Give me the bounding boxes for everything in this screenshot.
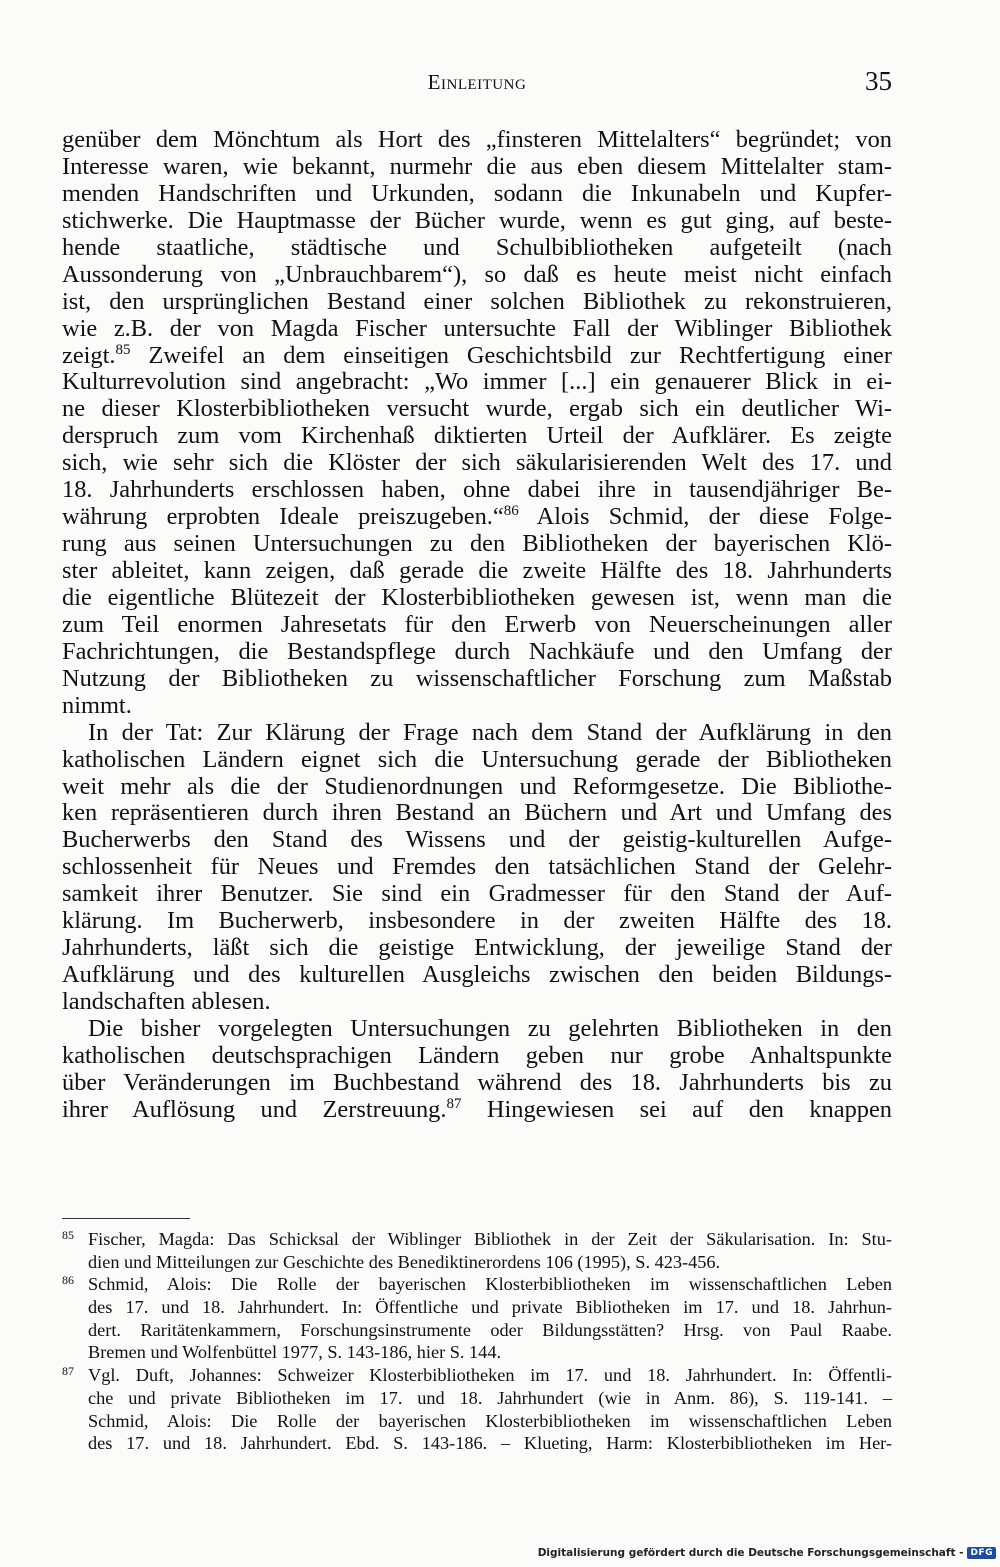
text-line: zeigt.$^{85}$ Zweifel an dem einseitigen Geschichtsbild zur Rechtfertigung einer (62, 341, 892, 369)
text-line: Jahrhunderts, läßt sich die geistige Entwicklung, der jeweilige Stand der (62, 934, 892, 962)
page-number: 35 (865, 66, 892, 96)
footnote-line: Bremen und Wolfenbüttel 1977, S. 143-186, hier S. 144. (88, 1342, 502, 1363)
footnote-line: dien und Mitteilungen zur Geschichte des Benediktinerordens 106 (1995), S. 423-456. (88, 1251, 721, 1272)
text-line: Aussonderung von „Unbrauchbarem“), so daß es heute meist nicht einfach (62, 260, 892, 288)
page-header (62, 66, 892, 106)
footnote-85 (62, 1228, 892, 1273)
text-line: schlossenheit für Neues und Fremdes den tatsächlichen Stand der Gelehr- (62, 853, 892, 881)
text-line: derspruch zum vom Kirchenhaß diktierten Urteil der Aufklärer. Es zeigte (62, 422, 892, 450)
text-line: hende staatliche, städtische und Schulbibliotheken aufgeteilt (nach (62, 233, 892, 261)
text-line: ster ableitet, kann zeigen, daß gerade die zweite Hälfte des 18. Jahrhunderts (62, 557, 892, 584)
text-line: klärung. Im Bucherwerb, insbesondere in der zweiten Hälfte des 18. (62, 907, 892, 935)
text-line: katholischen Ländern eignet sich die Untersuchung gerade der Bibliotheken (62, 745, 892, 773)
text-line: Bucherwerbs den Stand des Wissens und der geistig-kulturellen Aufge- (62, 826, 892, 854)
text-line: wie z.B. der von Magda Fischer untersuchte Fall der Wiblinger Bibliothek (62, 314, 892, 342)
text-line: Kulturrevolution sind angebracht: „Wo immer [...] ein genauerer Blick in ei- (62, 368, 892, 396)
funding-text: Digitalisierung gefördert durch die Deutsche Forschungsgemeinschaft - (537, 1547, 964, 1559)
footnotes (62, 1228, 892, 1455)
text-line: 18. Jahrhunderts erschlossen haben, ohne dabei ihre in tausendjähriger Be- (62, 476, 892, 504)
text-line: über Veränderungen im Buchbestand während des 18. Jahrhunderts bis zu (62, 1068, 892, 1096)
text-line: katholischen deutschsprachigen Ländern geben nur grobe Anhaltspunkte (62, 1041, 892, 1069)
footnote-line: des 17. und 18. Jahrhundert. In: Öffentliche und private Bibliotheken im 17. und 18. Jahrhun- (88, 1297, 892, 1318)
text-line: nimmt. (62, 691, 132, 719)
footnote-line: Schmid, Alois: Die Rolle der bayerischen Klosterbibliotheken im wissenschaftlichen Leben (88, 1410, 892, 1431)
text-line: ihrer Auflösung und Zerstreuung.$^{87}$ Hingewiesen sei auf den knappen (62, 1095, 892, 1123)
footnote-86 (62, 1273, 892, 1364)
footnote-87 (62, 1364, 892, 1455)
text-line: rung aus seinen Untersuchungen zu den Bibliotheken der bayerischen Klö- (62, 530, 892, 558)
footnote-reference: 87 (446, 1095, 462, 1112)
footnote-reference: 85 (115, 341, 131, 358)
footnote-line: che und private Bibliotheken im 17. und 18. Jahrhundert (wie in Anm. 86), S. 119-141. – (88, 1387, 892, 1408)
text-line: Fachrichtungen, die Bestandspflege durch Nachkäufe und den Umfang der (62, 637, 892, 665)
text-line: genüber dem Mönchtum als Hort des „finsteren Mittelalters“ begründet; von (62, 126, 892, 153)
footnote-line: 86 Schmid, Alois: Die Rolle der bayerischen Klosterbibliotheken im wissenschaftlichen Leben (62, 1273, 892, 1295)
text-line: Interesse waren, wie bekannt, nurmehr die aus eben diesem Mittelalter stam- (62, 152, 892, 180)
text-line: die eigentliche Blütezeit der Klosterbibliotheken gewesen ist, wenn man die (62, 583, 892, 611)
funding-banner (538, 1545, 996, 1561)
text-line: In der Tat: Zur Klärung der Frage nach dem Stand der Aufklärung in den (88, 718, 892, 746)
text-line: Aufklärung und des kulturellen Ausgleichs zwischen den beiden Bildungs- (62, 961, 892, 989)
text-line: ist, den ursprünglichen Bestand einer solchen Bibliothek zu rekonstruieren, (62, 287, 892, 315)
text-line: währung erprobten Ideale preiszugeben.“$^{86}$ Alois Schmid, der diese Folge- (62, 503, 892, 531)
footnote-line: 87 Vgl. Duft, Johannes: Schweizer Klosterbibliotheken im 17. und 18. Jahrhundert. In: Öffentli- (62, 1364, 892, 1386)
body-text (62, 127, 892, 1124)
text-line: ne dieser Klosterbibliotheken versucht wurde, ergab sich ein deutlicher Wi- (62, 395, 892, 423)
text-line: Die bisher vorgelegten Untersuchungen zu gelehrten Bibliotheken in den (88, 1014, 892, 1042)
text-line: Nutzung der Bibliotheken zu wissenschaftlicher Forschung zum Maßstab (62, 664, 892, 692)
text-line: sich, wie sehr sich die Klöster der sich säkularisierenden Welt des 17. und (62, 449, 892, 477)
text-line: samkeit ihrer Benutzer. Sie sind ein Gradmesser für den Stand der Auf- (62, 880, 892, 908)
text-line: stichwerke. Die Hauptmasse der Bücher wurde, wenn es gut ging, auf beste- (62, 206, 892, 234)
footnote-line: 85 Fischer, Magda: Das Schicksal der Wiblinger Bibliothek in der Zeit der Säkularisation. In: Stu- (62, 1228, 892, 1249)
text-line: menden Handschriften und Urkunden, sodann die Inkunabeln und Kupfer- (62, 179, 892, 207)
text-line: weit mehr als die der Studienordnungen und Reformgesetze. Die Bibliothe- (62, 772, 892, 800)
footnote-separator (62, 1218, 190, 1219)
text-line: ken repräsentieren durch ihren Bestand an Büchern und Art und Umfang des (62, 799, 892, 827)
text-line: landschaften ablesen. (62, 988, 271, 1015)
footnote-line: dert. Raritätenkammern, Forschungsinstrumente oder Bildungsstätten? Hrsg. von Paul Raabe. (88, 1319, 892, 1340)
text-line: zum Teil enormen Jahresetats für den Erwerb von Neuerscheinungen aller (62, 610, 892, 638)
running-head: Einleitung (427, 70, 527, 94)
dfg-logo: DFG (967, 1547, 996, 1559)
footnote-reference: 86 (503, 503, 519, 519)
footnote-line: des 17. und 18. Jahrhundert. Ebd. S. 143-186. – Klueting, Harm: Klosterbibliotheken im Her- (88, 1433, 892, 1454)
